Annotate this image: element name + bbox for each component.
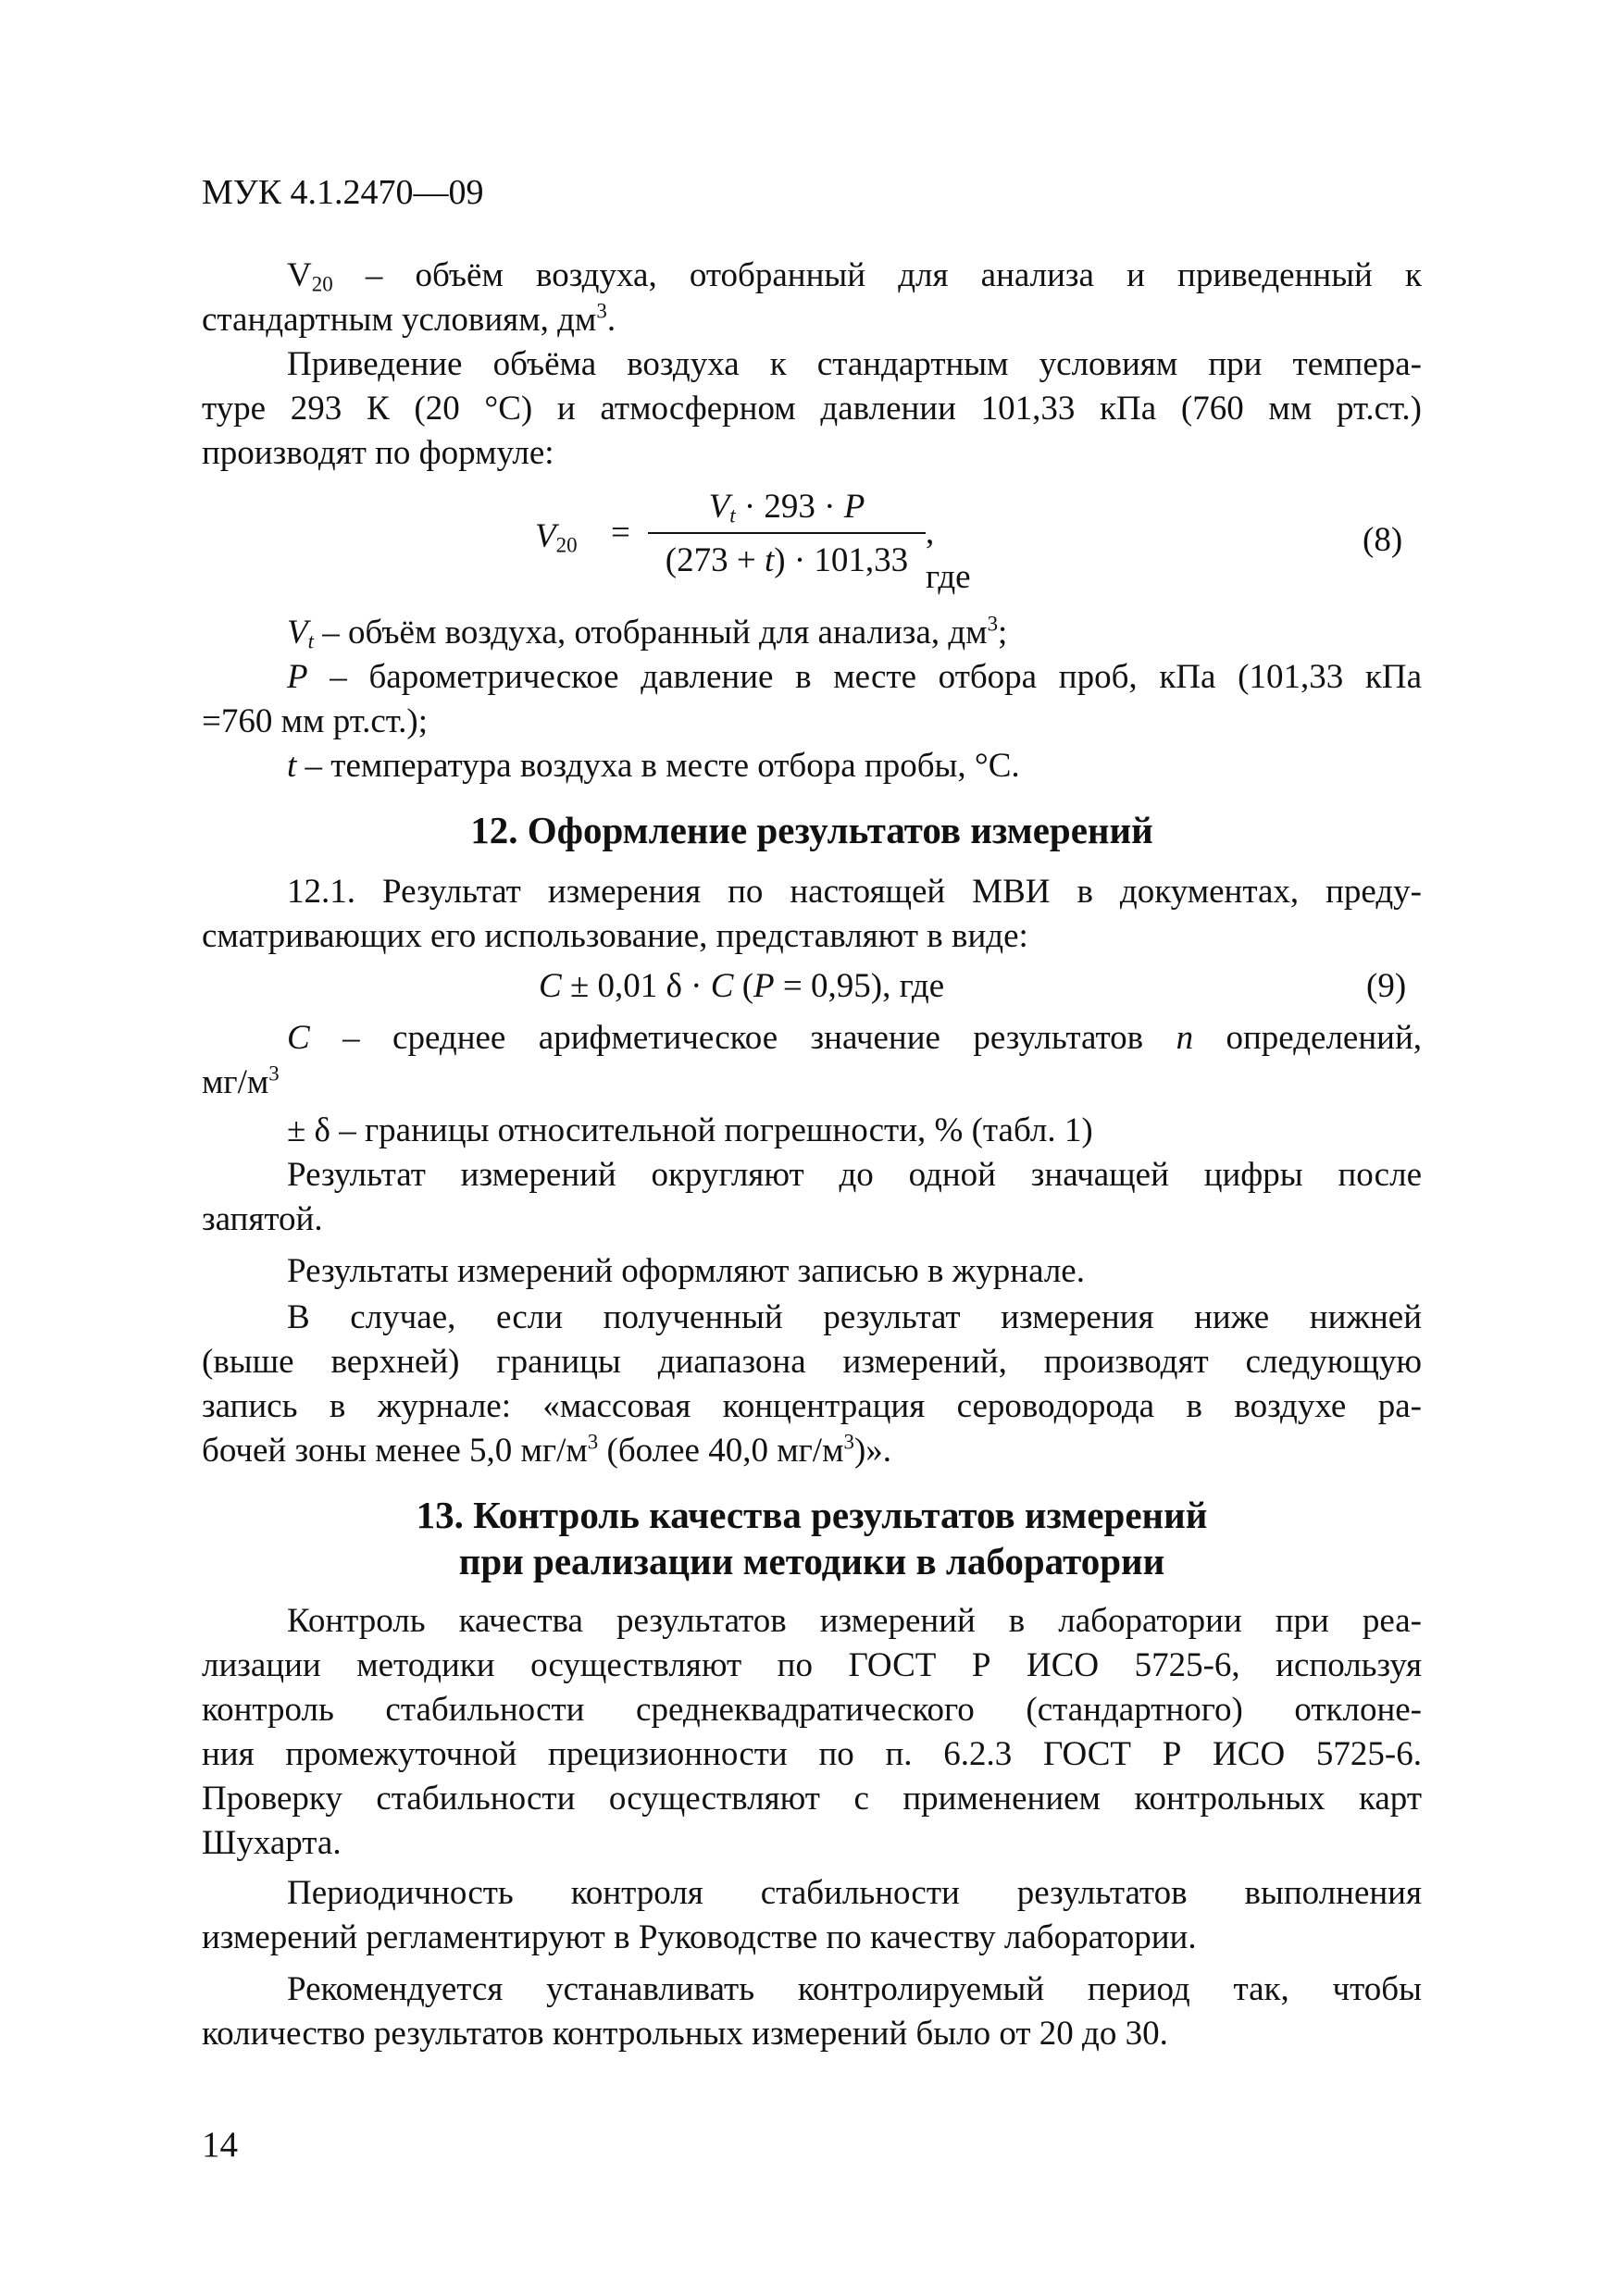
formula-8-fraction-bar	[648, 532, 926, 534]
formula-8-den-b: ) · 101,33	[774, 541, 909, 579]
formula-8-number: (8)	[1363, 521, 1403, 559]
page-number: 14	[202, 2125, 238, 2165]
formula-8-where: , где	[926, 514, 971, 596]
p-symbol: P	[287, 658, 308, 696]
case-line4	[202, 1429, 891, 1473]
formula-8-p-symbol: P	[843, 488, 865, 526]
s13-p2-line2: измерений регламентируют в Руководстве по качеству лаборатории.	[202, 1918, 1197, 1956]
formula-8-t-symbol: t	[765, 541, 775, 579]
s13-p2-line1: Периодичность контроля стабильности результатов выполнения	[287, 1874, 1422, 1912]
formula-8-lhs	[535, 515, 578, 559]
c-symbol: C	[287, 1019, 310, 1057]
s13-p1-line6: Шухарта.	[202, 1824, 342, 1862]
doc-code-header: МУК 4.1.2470—09	[202, 173, 484, 212]
journal-line: Результаты измерений оформляют записью в журнале.	[287, 1252, 1085, 1290]
s13-p3-line2: количество результатов контрольных измерений было от 20 до 30.	[202, 2015, 1168, 2053]
formula-9-mid: ± 0,01 δ ·	[561, 967, 711, 1005]
v20-symbol: V	[287, 256, 312, 294]
case-line4-b: (более 40,0 мг/м	[598, 1432, 844, 1470]
c-text-a: – среднее арифметическое значение результатов	[309, 1019, 1176, 1057]
reduction-line3: производят по формуле:	[202, 434, 554, 472]
v20-definition-line2	[202, 298, 616, 342]
t-symbol: t	[287, 747, 297, 785]
formula-8-num-text: · 293 ·	[735, 488, 844, 526]
p-text: – барометрическое давление в месте отбора проб, кПа (101,33 кПа	[307, 658, 1422, 696]
s12-p1-line2: сматривающих его использование, представляют в виде:	[202, 917, 1028, 955]
v20-units-end: .	[606, 301, 616, 339]
n-symbol: n	[1176, 1019, 1194, 1057]
v20-units-text: стандартным условиям, дм	[202, 301, 597, 339]
s13-p1-line1: Контроль качества результатов измерений в лаборатории при реа-	[287, 1602, 1422, 1640]
round-line2: запятой.	[202, 1200, 323, 1238]
p-definition-line1	[202, 655, 1422, 700]
formula-8-denominator	[648, 539, 926, 583]
c-text-b: определений,	[1193, 1019, 1423, 1057]
case-line4-c: )».	[853, 1432, 892, 1470]
round-line1: Результат измерений округляют до одной значащей цифры после	[287, 1156, 1422, 1194]
vt-symbol: V	[287, 614, 308, 652]
vt-text: – объём воздуха, отобранный для анализа, дм	[313, 614, 988, 652]
v20-definition-line1	[202, 254, 1422, 298]
t-text: – температура воздуха в месте отбора пробы, °С.	[296, 747, 1020, 785]
v20-text: – объём воздуха, отобранный для анализа и приведенный к	[332, 256, 1422, 294]
vt-sup: 3	[987, 612, 999, 636]
formula-8-lhs-sub: 20	[555, 533, 578, 557]
p-definition-line2: =760 мм рт.ст.);	[202, 702, 429, 740]
case-line4-a: бочей зоны менее 5,0 мг/м	[202, 1432, 588, 1470]
section-12-title: 12. Оформление результатов измерений	[470, 809, 1153, 851]
delta-line: ± δ – границы относительной погрешности, % (табл. 1)	[287, 1111, 1093, 1149]
vt-definition	[287, 611, 1007, 655]
t-definition	[287, 744, 1020, 788]
formula-9	[539, 964, 944, 1009]
s13-p1-line3: контроль стабильности среднеквадратического (стандартного) отклоне-	[202, 1691, 1422, 1729]
s12-p1-line1: 12.1. Результат измерения по настоящей МВИ в документах, преду-	[287, 873, 1422, 911]
section-13-title-line2: при реализации методики в лаборатории	[458, 1540, 1165, 1582]
case-line1: В случае, если полученный результат измерения ниже нижней	[287, 1298, 1422, 1336]
formula-8-equals: =	[611, 514, 630, 552]
formula-9-c1: C	[539, 967, 562, 1005]
section-13-title-line1: 13. Контроль качества результатов измерений	[416, 1494, 1208, 1536]
formula-8-vt-sub: t	[729, 503, 736, 527]
s13-p1-line4: ния промежуточной прецизионности по п. 6.2.3 ГОСТ Р ИСО 5725-6.	[202, 1735, 1422, 1773]
case-line3: запись в журнале: «массовая концентрация сероводорода в воздухе ра-	[202, 1387, 1422, 1425]
case-line4-sup2: 3	[843, 1430, 854, 1454]
formula-9-number: (9)	[1366, 967, 1407, 1005]
c-definition-line1	[202, 1016, 1422, 1061]
formula-8-numerator	[648, 485, 926, 529]
formula-8-lhs-symbol: V	[535, 517, 556, 555]
reduction-line1: Приведение объёма воздуха к стандартным условиям при темпера-	[287, 345, 1422, 383]
c-definition-line2	[202, 1061, 280, 1105]
formula-9-c2: C	[710, 967, 734, 1005]
s13-p3-line1: Рекомендуется устанавливать контролируемый период так, чтобы	[287, 1970, 1422, 2008]
case-line4-sup1: 3	[587, 1430, 599, 1454]
vt-end: ;	[998, 614, 1008, 652]
formula-9-p: P	[753, 967, 775, 1005]
v20-units-sup: 3	[596, 299, 607, 323]
formula-9-rest: = 0,95), где	[774, 967, 945, 1005]
v20-subscript: 20	[311, 272, 333, 296]
formula-9-open: (	[733, 967, 754, 1005]
formula-8-vt-symbol: V	[708, 488, 730, 526]
vt-subscript: t	[307, 629, 314, 653]
reduction-line2: туре 293 К (20 °С) и атмосферном давлении 101,33 кПа (760 мм рт.ст.)	[202, 390, 1422, 428]
s13-p1-line5: Проверку стабильности осуществляют с применением контрольных карт	[202, 1780, 1422, 1818]
formula-8-den-a: (273 +	[665, 541, 765, 579]
s13-p1-line2: лизации методики осуществляют по ГОСТ Р ИСО 5725-6, используя	[202, 1646, 1422, 1684]
case-line2: (выше верхней) границы диапазона измерений, производят следующую	[202, 1343, 1422, 1381]
c-units-sup: 3	[268, 1061, 280, 1086]
c-units: мг/м	[202, 1063, 269, 1101]
